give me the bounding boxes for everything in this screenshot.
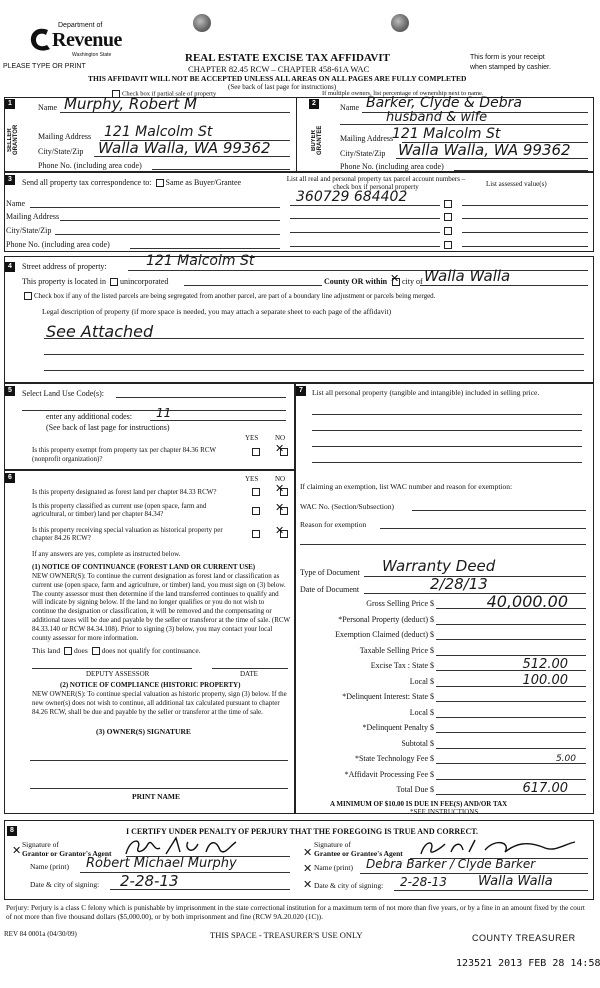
- parcel-header: List all real and personal property tax parcel account numbers – check box if personal property: [286, 175, 466, 191]
- county-treasurer: COUNTY TREASURER: [472, 933, 576, 943]
- notice-continuance-title: (1) NOTICE OF CONTINUANCE (FOREST LAND OR CURRENT USE): [32, 563, 256, 571]
- section-7-number: 7: [296, 386, 306, 396]
- current-use-yes-checkbox[interactable]: [252, 507, 260, 515]
- grantee-sig-label: Signature of Grantee or Grantee's Agent: [314, 840, 403, 858]
- doc-date[interactable]: 2/28/13: [430, 575, 488, 593]
- historic-question: Is this property receiving special valuation as historical property per chapter 84.26 RCW?: [32, 526, 223, 542]
- legal-label: Legal description of property (if more space is needed, you may attach a separate sheet to each page of the affidavit): [42, 307, 392, 316]
- exemption-label: If claiming an exemption, list WAC number and reason for exemption:: [300, 482, 513, 491]
- section-1-number: 1: [5, 99, 15, 109]
- grantor-date[interactable]: 2-28-13: [120, 872, 179, 890]
- seller-city-label: City/State/Zip: [38, 147, 84, 156]
- deputy-assessor-label: DEPUTY ASSESSOR: [86, 670, 150, 678]
- parcel-pp-checkbox-4[interactable]: [444, 241, 452, 249]
- fee-label: *Delinquent Interest: State $: [342, 692, 434, 701]
- segregated-note: Check box if any of the listed parcels are being segregated from another parcel, are part of a boundary line adjustment or parcels being merged.: [22, 292, 435, 300]
- parcel-pp-checkbox-1[interactable]: [444, 200, 452, 208]
- fee-label: Subtotal $: [401, 738, 434, 748]
- revenue-logo: [28, 22, 120, 60]
- form-title: REAL ESTATE EXCISE TAX AFFIDAVIT: [185, 52, 390, 64]
- receipt-note-1: This form is your receipt: [470, 54, 545, 61]
- historic-no-mark: ✕: [275, 524, 285, 537]
- type-or-print: PLEASE TYPE OR PRINT: [3, 63, 86, 70]
- logo-text: Revenue: [52, 29, 122, 51]
- street-address[interactable]: 121 Malcolm St: [146, 253, 255, 269]
- s3-phone-label: Phone No. (including area code): [6, 240, 110, 249]
- s6-no: NO: [275, 475, 286, 483]
- fee-value[interactable]: 512.00: [522, 657, 568, 672]
- land-does-checkbox[interactable]: [64, 647, 72, 655]
- fee-label: Taxable Selling Price $: [359, 645, 434, 655]
- grantee-date-x: ✕: [303, 878, 313, 891]
- assessed-header: List assessed value(s): [486, 180, 547, 188]
- minimum-fee-note: A MINIMUM OF $10.00 IS DUE IN FEE(S) AND/OR TAX: [330, 800, 508, 808]
- fee-value[interactable]: 100.00: [522, 672, 568, 688]
- exempt-question: Is this property exempt from property tax per chapter 84.36 RCW (nonprofit organization)?: [32, 446, 216, 463]
- fee-label: Exemption Claimed (deduct) $: [335, 630, 434, 639]
- punch-hole-right: [391, 14, 409, 32]
- same-as-buyer-checkbox[interactable]: [156, 179, 164, 187]
- forest-question: Is this property designated as forest land per chapter 84.33 RCW?: [32, 488, 217, 496]
- land-use-label: Select Land Use Code(s):: [22, 389, 104, 398]
- dept-label: Department of: [58, 22, 103, 29]
- doc-type[interactable]: Warranty Deed: [382, 557, 496, 575]
- parcel-pp-checkbox-3[interactable]: [444, 227, 452, 235]
- buyer-name[interactable]: Barker, Clyde & Debra: [366, 95, 522, 111]
- seller-city[interactable]: Walla Walla, WA 99362: [98, 139, 271, 157]
- seller-mailing-label: Mailing Address: [38, 132, 92, 141]
- print-name-label: PRINT NAME: [132, 792, 180, 801]
- seller-grantor-label: SELLER GRANTOR: [7, 124, 19, 156]
- grantee-name-print-label: Name (print): [314, 863, 353, 872]
- grantee-date[interactable]: 2-28-13: [400, 875, 447, 889]
- additional-code[interactable]: 11: [156, 406, 172, 420]
- city-of-check-mark: ✕: [390, 272, 400, 285]
- deputy-date-label: DATE: [240, 670, 258, 678]
- fee-label: *Affidavit Processing Fee $: [344, 769, 434, 779]
- notice-compliance-title: (2) NOTICE OF COMPLIANCE (HISTORIC PROPERTY): [60, 681, 241, 689]
- section-5-number: 5: [5, 386, 15, 396]
- section-6-number: 6: [5, 473, 15, 483]
- see-back-header: (See back of last page for instructions): [228, 83, 337, 91]
- grantee-name-x: ✕: [303, 862, 313, 875]
- fee-label: Total Due $: [396, 785, 434, 794]
- form-chapter: CHAPTER 82.45 RCW – CHAPTER 458-61A WAC: [188, 64, 370, 74]
- property-city[interactable]: Walla Walla: [424, 267, 511, 285]
- fee-value[interactable]: 40,000.00: [486, 592, 568, 611]
- exempt-yes-checkbox[interactable]: [252, 448, 260, 456]
- parcel-number[interactable]: 360729 684402: [296, 189, 408, 205]
- see-instructions: *SEE INSTRUCTIONS: [410, 808, 479, 816]
- located-line: This property is located in unincorporated: [22, 277, 169, 286]
- parcel-pp-checkbox-2[interactable]: [444, 213, 452, 221]
- additional-codes-label: enter any additional codes:: [46, 412, 132, 421]
- buyer-name-label: Name: [340, 103, 360, 112]
- land-does-not-checkbox[interactable]: [92, 647, 100, 655]
- doc-date-label: Date of Document: [300, 585, 360, 594]
- city-of-label: city of: [390, 277, 423, 286]
- any-yes-note: If any answers are yes, complete as instructed below.: [32, 550, 181, 558]
- notice-continuance-text: NEW OWNER(S): To continue the current designation as forest land or classification as current use (open space, farm and agriculture, or timber) land, you must sign on (3) below. The county assessor must then determine if the land transferred continues to qualify and will indicate by signing below. If the land no longer qualifies or you do not wish to continue the designation or classification, it will be removed and the compensating or additional taxes will be due and payable by the seller or transferor at the time of sale. (RCW 84.33.140 or RCW 84.34.108). Prior to signing (3) below, you may contact your local county assessor for more information.: [32, 572, 291, 642]
- fee-value[interactable]: 617.00: [522, 781, 568, 796]
- forest-yes-checkbox[interactable]: [252, 488, 260, 496]
- owner-signature-label: (3) OWNER(S) SIGNATURE: [96, 727, 191, 736]
- personal-property-label: List all personal property (tangible and intangible) included in selling price.: [312, 388, 540, 397]
- fee-label: Local $: [409, 676, 434, 686]
- grantor-name-print-label: Name (print): [30, 862, 69, 871]
- historic-yes-checkbox[interactable]: [252, 530, 260, 538]
- current-use-question: Is this property classified as current use (open space, farm and agricultural, or timber) land per chapter 84.34?: [32, 502, 207, 518]
- buyer-city[interactable]: Walla Walla, WA 99362: [398, 141, 571, 159]
- buyer-mailing[interactable]: 121 Malcolm St: [392, 126, 501, 142]
- seller-phone-label: Phone No. (including area code): [38, 161, 142, 170]
- section-3-number: 3: [5, 175, 15, 185]
- buyer-mailing-label: Mailing Address: [340, 134, 394, 143]
- buyer-city-label: City/State/Zip: [340, 149, 386, 158]
- s3-mailing-label: Mailing Address: [6, 212, 60, 221]
- buyer-grantee-label: BUYER GRANTEE: [311, 125, 323, 155]
- send-correspondence-label: Send all property tax correspondence to: Same as Buyer/Grantee: [22, 178, 242, 187]
- not-accepted-warning: THIS AFFIDAVIT WILL NOT BE ACCEPTED UNLESS ALL AREAS ON ALL PAGES ARE FULLY COMPLETED: [88, 74, 467, 83]
- grantor-sig-label: Signature of Grantor or Grantor's Agent: [22, 840, 112, 858]
- grantor-print-name[interactable]: Robert Michael Murphy: [86, 856, 237, 871]
- s3-city-label: City/State/Zip: [6, 226, 52, 235]
- fee-label: Gross Selling Price $: [366, 599, 434, 608]
- grantor-date-label: Date & city of signing:: [30, 880, 100, 889]
- section-2-number: 2: [309, 99, 319, 109]
- exempt-no-mark: ✕: [275, 442, 285, 455]
- treasurer-space: THIS SPACE - TREASURER'S USE ONLY: [210, 930, 363, 940]
- buyer-phone-label: Phone No. (including area code): [340, 162, 444, 171]
- cashier-stamp: 123521 2013 FEB 28 14:58: [456, 958, 600, 969]
- rev-number: REV 84 0001a (04/30/09): [4, 930, 77, 938]
- multiple-owners-note: If multiple owners, list percentage of ownership next to name.: [322, 90, 484, 97]
- fee-label: *State Technology Fee $: [354, 754, 434, 763]
- section-4-number: 4: [5, 262, 15, 272]
- s5-no: NO: [275, 434, 286, 442]
- fee-label: *Delinquent Penalty $: [362, 723, 434, 732]
- perjury-statement: Perjury: Perjury is a class C felony which is punishable by imprisonment in the state correctional institution for a maximum term of not more than five years, or by a fine in an amount fixed by the court of not more than five thousand dollars ($5,000.00), or by both imprisonment and fine (RCW 9A.20.020 (1C)).: [6, 904, 585, 921]
- s3-name-label: Name: [6, 199, 26, 208]
- fee-label: Local $: [409, 707, 434, 717]
- seller-name-label: Name: [38, 103, 58, 112]
- fee-label: *Personal Property (deduct) $: [338, 614, 434, 624]
- see-back-s5: (See back of last page for instructions): [46, 423, 170, 432]
- doc-type-label: Type of Document: [300, 568, 360, 577]
- wac-label: WAC No. (Section/Subsection): [300, 502, 394, 511]
- fee-value[interactable]: 5.00: [555, 754, 576, 764]
- certify-statement: I CERTIFY UNDER PENALTY OF PERJURY THAT THE FOREGOING IS TRUE AND CORRECT.: [126, 827, 479, 836]
- buyer-name-2[interactable]: husband & wife: [386, 110, 488, 125]
- this-land-line: This land does does not qualify for continuance.: [32, 646, 201, 655]
- receipt-note-2: when stamped by cashier.: [470, 64, 551, 71]
- notice-compliance-text: NEW OWNER(S): To continue special valuation as historic property, sign (3) below. If the new owner(s) does not wish to continue, all additional tax calculated pursuant to chapter 84.26 RCW, shall be due and payable by the seller or transferor at the time of sale.: [32, 690, 287, 716]
- section-8-number: 8: [7, 826, 17, 836]
- grantor-sig-x: ✕: [12, 844, 22, 857]
- reason-label: Reason for exemption: [300, 520, 367, 529]
- s5-yes: YES: [245, 434, 259, 442]
- fee-label: Excise Tax : State $: [370, 661, 434, 670]
- s6-yes: YES: [245, 475, 259, 483]
- logo-state: Washington State: [72, 52, 112, 58]
- grantee-city[interactable]: Walla Walla: [478, 874, 553, 889]
- punch-hole-left: [193, 14, 211, 32]
- grantee-sig-x: ✕: [303, 846, 313, 859]
- county-or-within: County OR within: [324, 277, 388, 286]
- seller-name[interactable]: Murphy, Robert M: [64, 95, 198, 113]
- legal-description[interactable]: See Attached: [46, 322, 154, 341]
- partial-sale-label: Check box if partial sale of property: [110, 90, 216, 98]
- grantee-date-label: Date & city of signing:: [314, 881, 384, 890]
- forest-no-mark: ✕: [275, 482, 285, 495]
- current-use-no-mark: ✕: [275, 501, 285, 514]
- seller-mailing[interactable]: 121 Malcolm St: [104, 124, 213, 140]
- grantee-print-name[interactable]: Debra Barker / Clyde Barker: [366, 857, 536, 871]
- street-label: Street address of property:: [22, 262, 107, 271]
